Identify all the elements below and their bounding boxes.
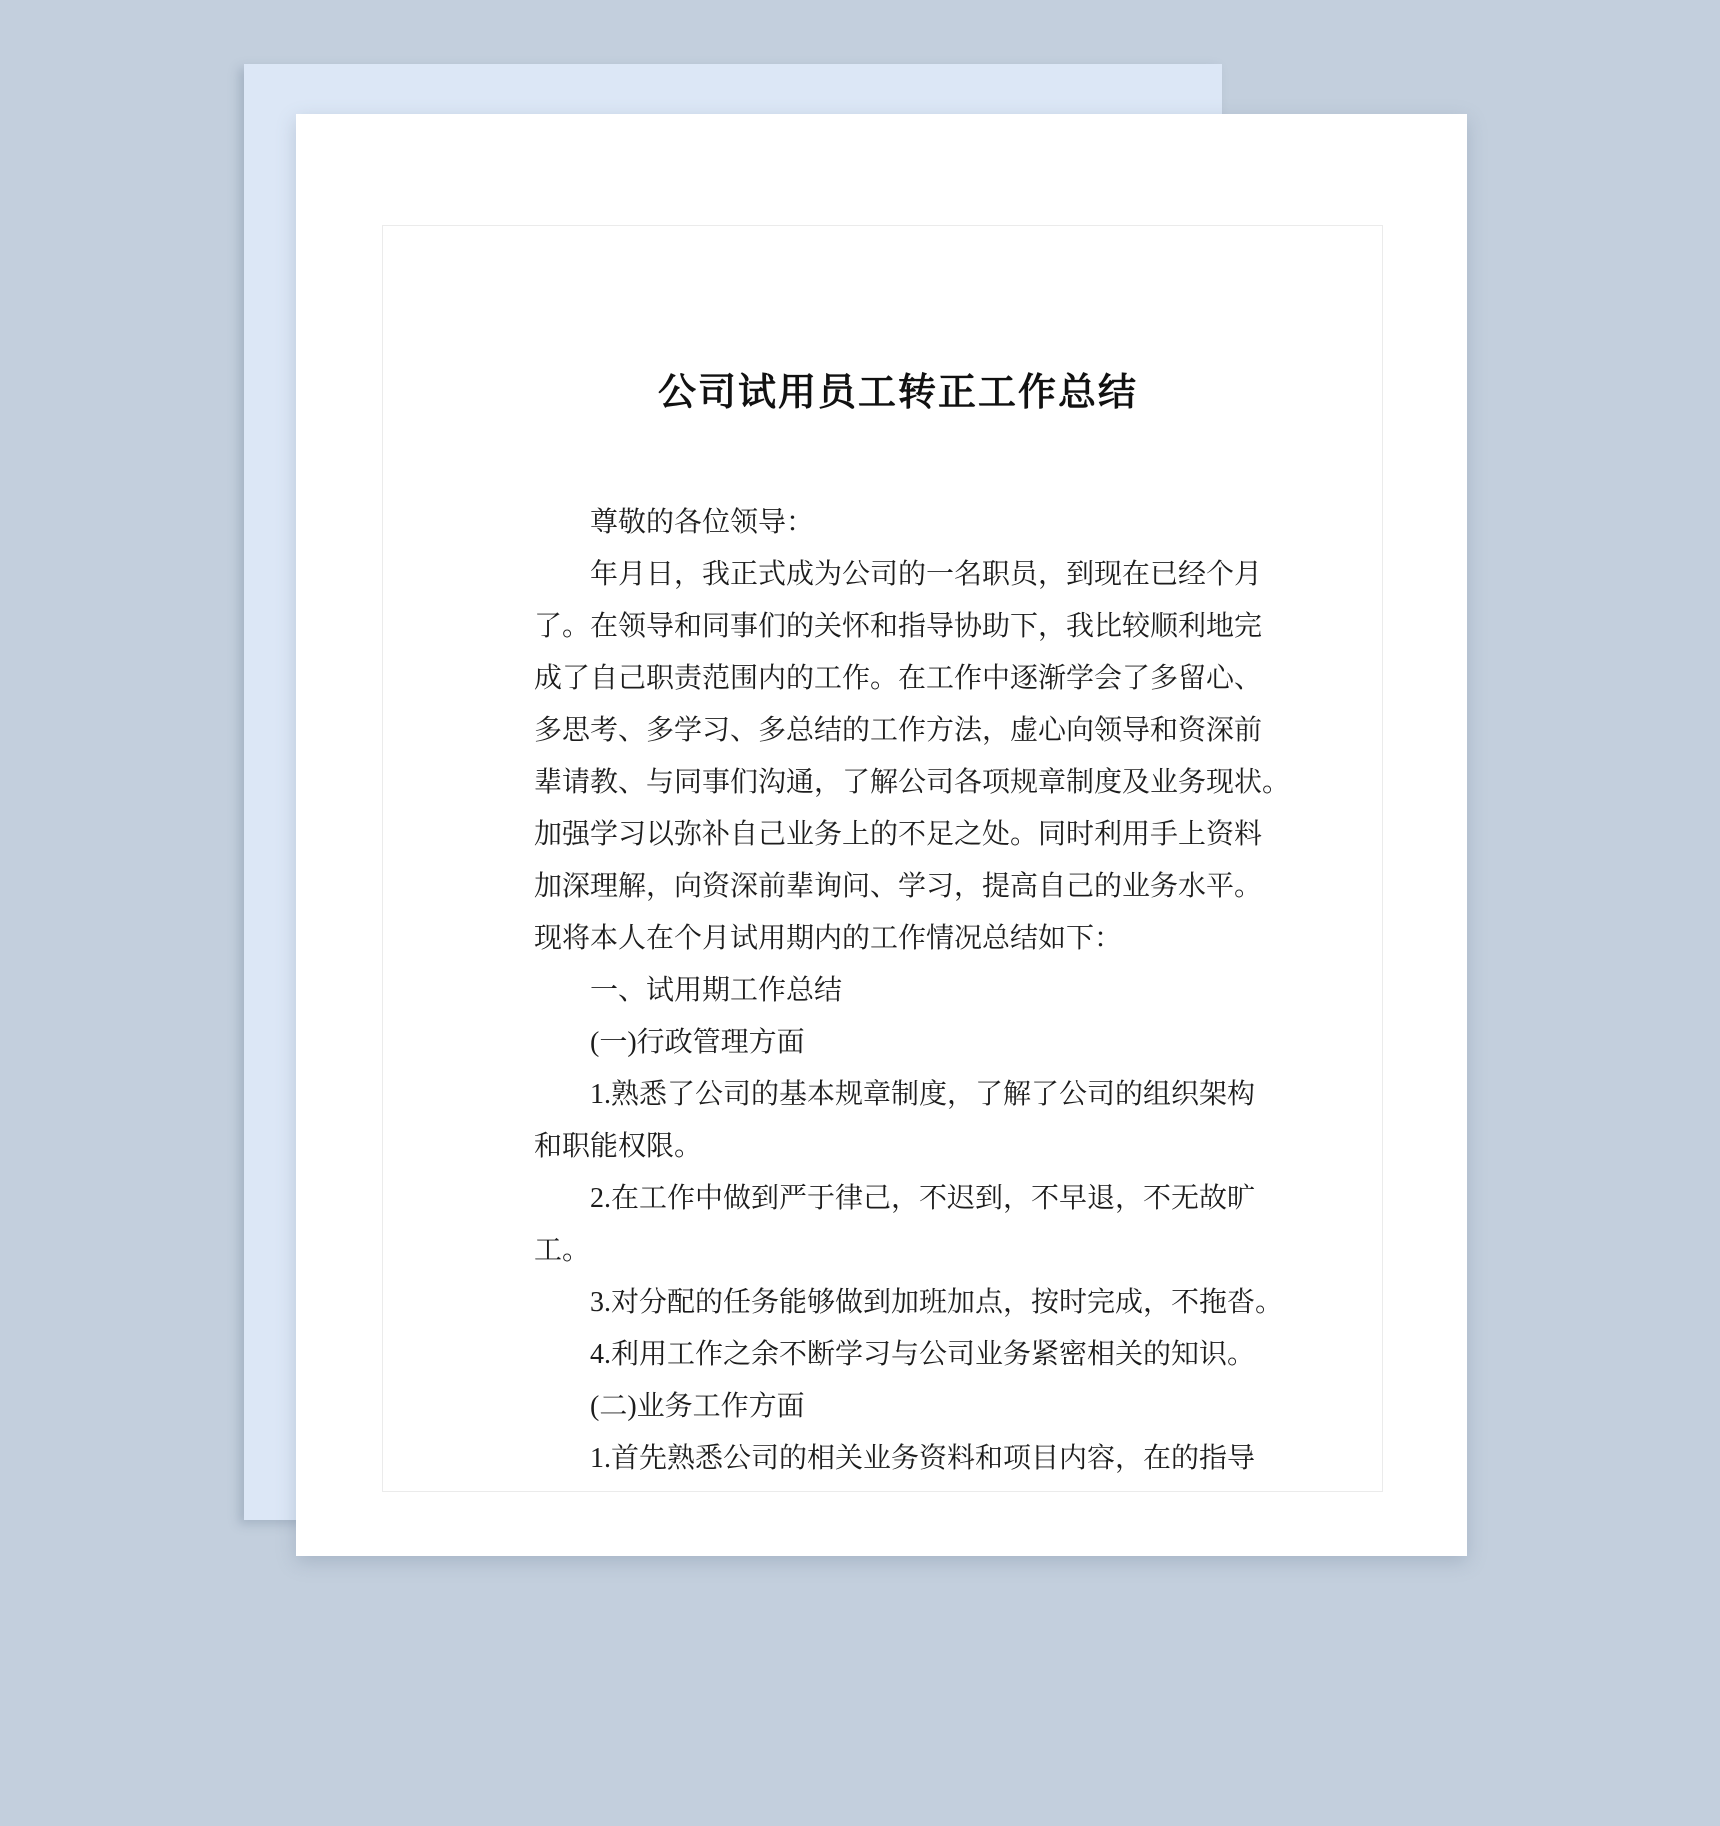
- document-title: 公司试用员工转正工作总结: [657, 372, 1138, 414]
- document-line: 成了自己职责范围内的工作。在工作中逐渐学会了多留心、: [534, 663, 1263, 694]
- document-line: 现将本人在个月试用期内的工作情况总结如下：: [534, 923, 1123, 954]
- document-line: 一、试用期工作总结: [590, 975, 843, 1006]
- document-line: (一)行政管理方面: [590, 1027, 805, 1058]
- document-page: [296, 114, 1467, 1556]
- document-line: (二)业务工作方面: [590, 1391, 805, 1422]
- document-line: 辈请教、与同事们沟通，了解公司各项规章制度及业务现状。: [534, 767, 1291, 798]
- document-line: 1.首先熟悉公司的相关业务资料和项目内容，在的指导: [590, 1443, 1256, 1474]
- document-line: 2.在工作中做到严于律己，不迟到，不早退，不无故旷: [590, 1183, 1256, 1214]
- document-line: 尊敬的各位领导：: [590, 507, 815, 538]
- document-line: 和职能权限。: [534, 1131, 703, 1162]
- document-body: [534, 497, 1291, 1485]
- document-line: 4.利用工作之余不断学习与公司业务紧密相关的知识。: [590, 1339, 1256, 1370]
- document-line: 工。: [534, 1235, 591, 1266]
- document-line: 了。在领导和同事们的关怀和指导协助下，我比较顺利地完: [534, 611, 1263, 642]
- document-line: 1.熟悉了公司的基本规章制度，了解了公司的组织架构: [590, 1079, 1256, 1110]
- document-content: [534, 369, 1291, 1485]
- document-line: 年月日，我正式成为公司的一名职员，到现在已经个月: [590, 559, 1263, 590]
- document-line: 多思考、多学习、多总结的工作方法，虚心向领导和资深前: [534, 715, 1263, 746]
- document-line: 加深理解，向资深前辈询问、学习，提高自己的业务水平。: [534, 871, 1263, 902]
- document-line: 3.对分配的任务能够做到加班加点，按时完成，不拖沓。: [590, 1287, 1284, 1318]
- document-line: 加强学习以弥补自己业务上的不足之处。同时利用手上资料: [534, 819, 1263, 850]
